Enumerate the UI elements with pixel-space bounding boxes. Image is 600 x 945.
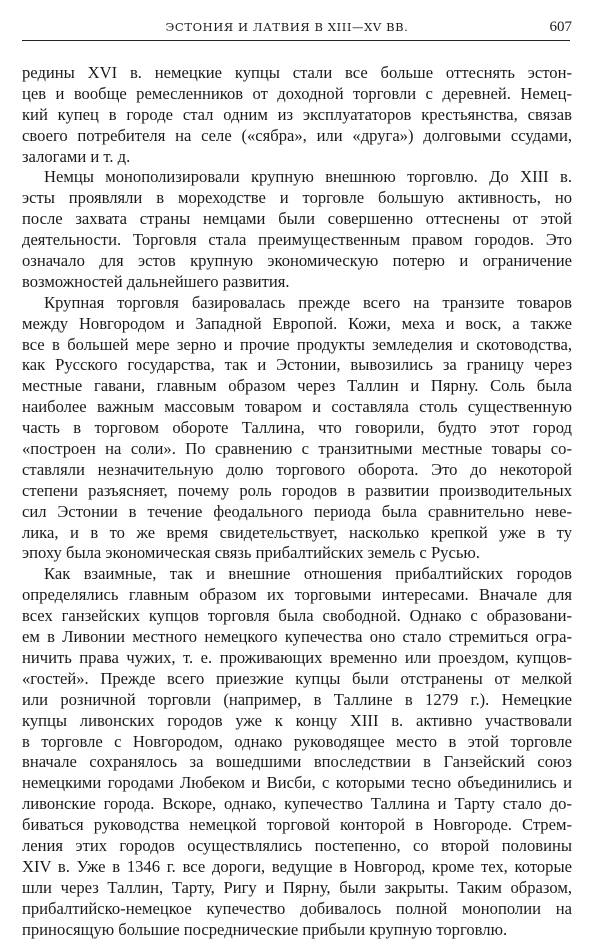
header-rule: [22, 40, 570, 41]
page-number: 607: [549, 19, 572, 35]
paragraph: [22, 564, 572, 940]
text-line: Как взаимные, так и внешние отношения прибалтийских городов: [44, 564, 572, 584]
body-text: [22, 63, 572, 940]
text-line: немецкими городами Любеком и Висби, с которыми тесно объединились и: [22, 773, 572, 793]
text-line: шли через Таллин, Тарту, Ригу и Пярну, были закрыты. Таким образом,: [22, 877, 572, 897]
text-line: редины XVI в. немецкие купцы стали все больше оттеснять эстон-: [22, 63, 572, 82]
text-line: ничить права чужих, т. е. проживающих временно или проездом, купцов-: [22, 647, 572, 667]
text-line: своего потребителя на селе («сябра», или «друга») долговыми ссудами,: [22, 125, 572, 145]
text-line: ставляли незначительную долю торгового оборота. Это до некоторой: [22, 459, 572, 479]
text-line: возможностей дальнейшего развития.: [22, 271, 290, 291]
text-line: определялись главным образом их торговыми интересами. Вначале для: [22, 585, 572, 605]
text-line: Немцы монополизировали крупную внешнюю торговлю. До XIII в.: [44, 167, 572, 187]
text-line: XIV в. Уже в 1346 г. все дороги, ведущие в Новгород, кроме тех, которые: [22, 856, 572, 876]
text-line: степени разъясняет, почему роль городов в развитии производительных: [22, 480, 572, 500]
text-line: все в большей мере зерно и прочие продукты земледелия и скотоводства,: [22, 334, 572, 354]
text-line: местные гавани, главным образом через Таллин и Пярну. Соль была: [22, 376, 572, 396]
paragraph: [22, 167, 572, 292]
text-line: лика, и в то же время свидетельствует, насколько крепкой уже в ту: [22, 522, 572, 542]
text-line: означало для эстов крупную экономическую потерю и ограничение: [22, 251, 572, 271]
text-line: сил Эстонии в течение феодального периода была сравнительно неве-: [22, 501, 572, 521]
paragraph: [22, 63, 572, 167]
text-line: после захвата страны немцами были совершенно оттеснены от этой: [22, 209, 572, 229]
text-line: в торговле с Новгородом, однако руководящее место в этой торговле: [22, 731, 572, 751]
running-title: ЭСТОНИЯ И ЛАТВИЯ В XIII—XV ВВ.: [165, 20, 409, 34]
text-line: всех ганзейских купцов торговля была свободной. Однако с образовани-: [22, 606, 572, 626]
text-line: между Новгородом и Западной Европой. Кожи, меха и воск, а также: [22, 313, 572, 333]
text-line: эпоху была экономическая связь прибалтийских земель с Русью.: [22, 543, 480, 563]
text-line: «построен на соли». По сравнению с транзитными местные товары со-: [22, 439, 572, 459]
text-line: наиболее важным массовым товаром и составляла столь существенную: [22, 397, 572, 417]
text-line: приносящую большие посреднические прибыли крупную торговлю.: [22, 919, 508, 939]
text-line: цев и вообще ремесленников от доходной торговли с деревней. Немец-: [22, 83, 572, 103]
text-line: как Русского государства, так и Эстонии, вывозились за границу через: [22, 355, 572, 375]
text-line: ливонские города. Вскоре, однако, купечество Таллина и Тарту стало до-: [22, 794, 572, 814]
text-line: купцы ливонских городов уже к концу XIII в. активно участвовали: [22, 710, 572, 730]
running-header: [22, 20, 572, 38]
text-line: или розничной торговли (например, в Таллине в 1279 г.). Немецкие: [22, 689, 572, 709]
text-line: деятельности. Торговля стала преимущественным правом городов. Это: [22, 230, 572, 250]
text-line: прибалтийско-немецкое купечество добивалось полной монополии на: [22, 898, 572, 918]
paragraph: [22, 293, 572, 565]
text-line: ем в Ливонии местного немецкого купечества оно стало стремиться огра-: [22, 627, 572, 647]
text-line: «гостей». Прежде всего приезжие купцы были отстранены от мелкой: [22, 668, 572, 688]
text-line: Крупная торговля базировалась прежде всего на транзите товаров: [44, 292, 572, 312]
text-line: кий купец в городе стал одним из эксплуататоров крестьянства, связав: [22, 104, 572, 124]
text-line: залогами и т. д.: [22, 146, 131, 166]
text-line: ления этих городов осуществлялись постепенно, со второй половины: [22, 835, 572, 855]
text-line: вначале сохранялось за вошедшими впоследствии в Ганзейский союз: [22, 752, 572, 772]
text-line: эсты проявляли в мореходстве и торговле большую активность, но: [22, 188, 572, 208]
text-line: биваться руководства немецкой торговой конторой в Новгороде. Стрем-: [22, 815, 572, 835]
text-line: часть в торговом обороте Таллина, что говорили, будто этот город: [22, 418, 572, 438]
